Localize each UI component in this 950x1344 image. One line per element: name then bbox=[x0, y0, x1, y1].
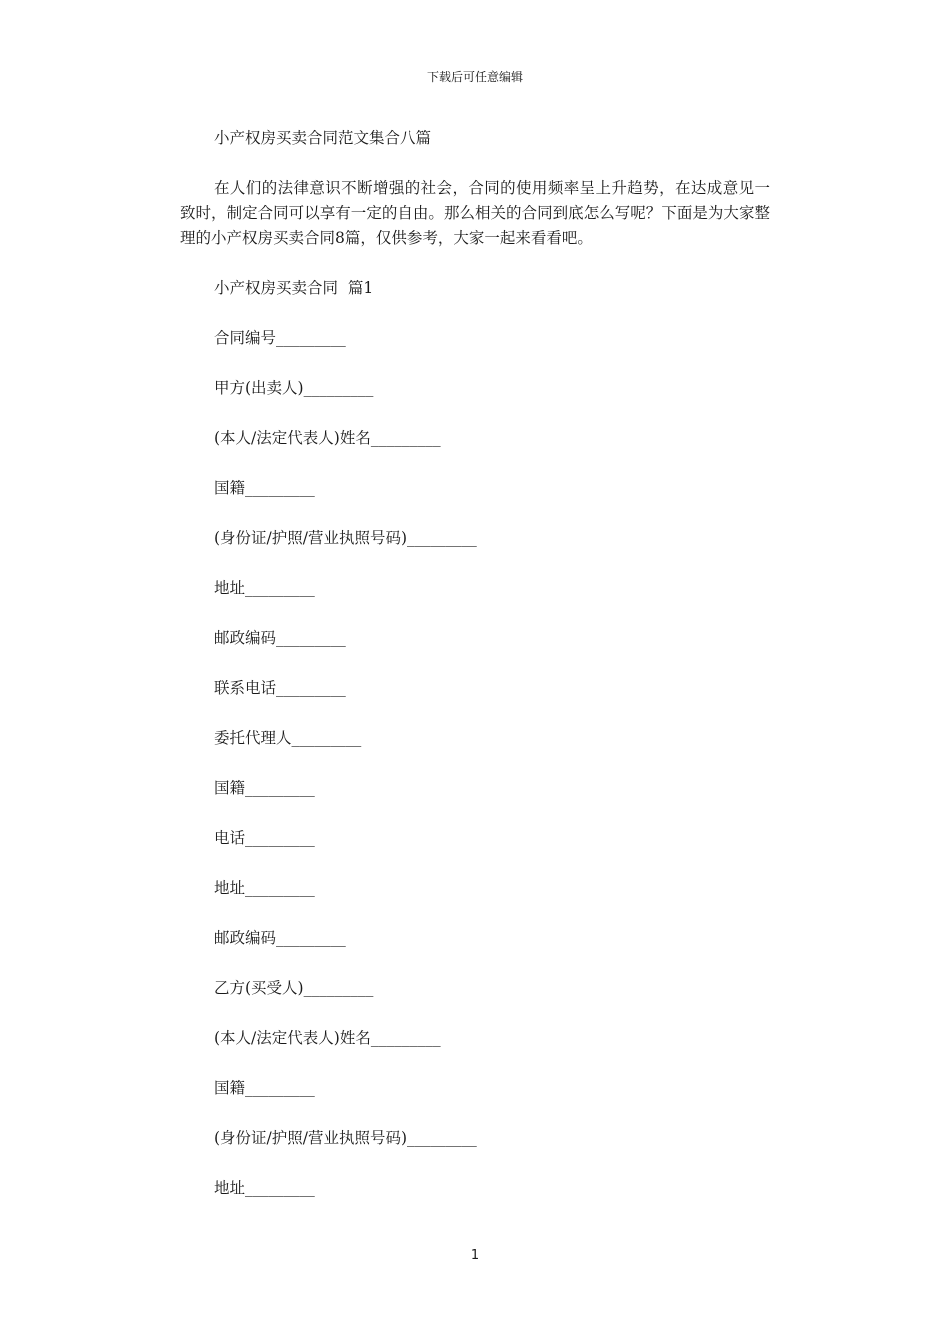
contract-number-field: 合同编号_________ bbox=[214, 329, 346, 347]
party-a-address-field: 地址_________ bbox=[214, 579, 315, 597]
agent-field: 委托代理人_________ bbox=[214, 729, 362, 747]
document-body bbox=[180, 126, 770, 1226]
party-a-phone-field: 联系电话_________ bbox=[214, 679, 346, 697]
party-a-name-field: (本人/法定代表人)姓名_________ bbox=[214, 429, 441, 447]
agent-nationality-field: 国籍_________ bbox=[214, 779, 315, 797]
section-heading: 小产权房买卖合同 篇1 bbox=[214, 279, 374, 297]
intro-paragraph: 在人们的法律意识不断增强的社会，合同的使用频率呈上升趋势，在达成意见一致时，制定合同可以享有一定的自由。那么相关的合同到底怎么写呢？下面是为大家整理的小产权房买卖合同8篇，仅供参考，大家一起来看看吧。 bbox=[180, 179, 770, 247]
party-a-postcode-field: 邮政编码_________ bbox=[214, 629, 346, 647]
agent-phone-field: 电话_________ bbox=[214, 829, 315, 847]
party-b-address-field: 地址_________ bbox=[214, 1179, 315, 1197]
party-b-id-field: (身份证/护照/营业执照号码)_________ bbox=[214, 1129, 477, 1147]
agent-address-field: 地址_________ bbox=[214, 879, 315, 897]
party-b-name-field: (本人/法定代表人)姓名_________ bbox=[214, 1029, 441, 1047]
document-title: 小产权房买卖合同范文集合八篇 bbox=[214, 129, 432, 147]
agent-postcode-field: 邮政编码_________ bbox=[214, 929, 346, 947]
party-a-nationality-field: 国籍_________ bbox=[214, 479, 315, 497]
party-b-field: 乙方(买受人)_________ bbox=[214, 979, 374, 997]
page-number: 1 bbox=[470, 1248, 480, 1263]
page-header: 下载后可任意编辑 bbox=[426, 70, 523, 84]
party-a-field: 甲方(出卖人)_________ bbox=[214, 379, 374, 397]
party-a-id-field: (身份证/护照/营业执照号码)_________ bbox=[214, 529, 477, 547]
party-b-nationality-field: 国籍_________ bbox=[214, 1079, 315, 1097]
